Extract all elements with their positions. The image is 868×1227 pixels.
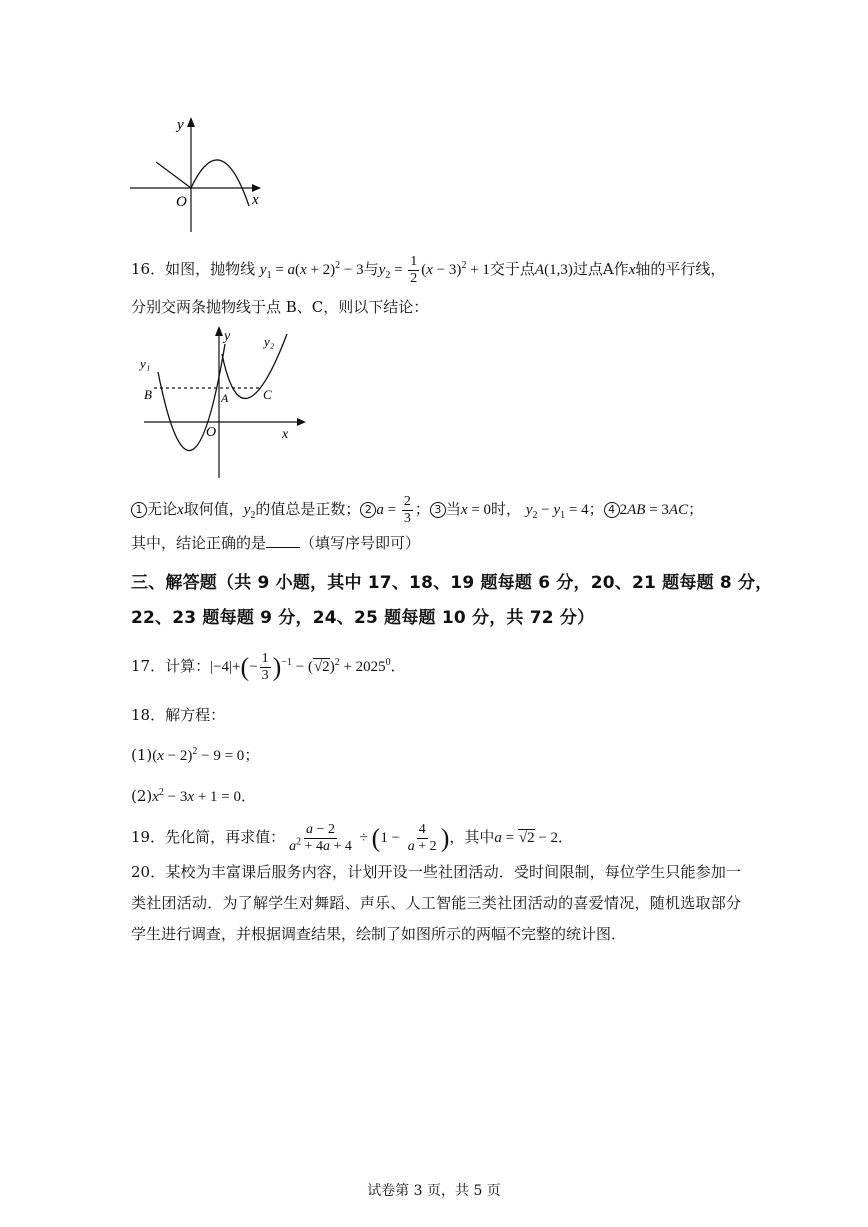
equation-y2: $y_2$ = $\frac{1}{2}$ $(x - 3)^2 + 1$ (378, 254, 490, 286)
y-axis-arrow-icon (215, 326, 223, 336)
label-a: A (221, 391, 229, 405)
label-o: O (206, 425, 217, 440)
q17: 17．计算：|−4|+(− $\frac{1}{3}$ )$^{-1} - (√2)^2 + 2025^0$． (131, 651, 406, 683)
figure-parabola-small (128, 114, 268, 236)
q20-text: 20．某校为丰富课后服务内容，计划开设一些社团活动．受时间限制，每位学生只能参加一类社团活动．为了解学生对舞蹈、声乐、人工智能三类社团活动的喜爱情况，随机选取部分学生进行调查，并根据调查结果，绘制了如图所示的两幅不完整的统计图． (131, 863, 741, 943)
circled-2: 2 (360, 502, 376, 518)
section-3-heading-line1: 三、解答题（共 9 小题，其中 17、18、19 题每题 6 分，20、21 题每题 8 分， (131, 573, 773, 593)
section-3-heading-line2: 22、23 题每题 9 分，24、25 题每题 10 分，共 72 分） (131, 608, 595, 628)
label-y: y (224, 329, 231, 344)
label-y2: y₂ (264, 334, 275, 349)
circled-1: 1 (131, 502, 147, 518)
label-c: C (263, 387, 272, 402)
x-axis-arrow-icon (252, 184, 261, 192)
point-a: A(1,3) (534, 261, 573, 278)
label-x: x (252, 192, 259, 208)
circled-4: 4 (604, 502, 620, 518)
label-b: B (144, 387, 152, 402)
q16-line1: 16．如图，抛物线 $y_1 = a(x + 2)^2 - 3$与$y_2$ = $\frac{1}{2}$ $(x - 3)^2 + 1$交于点A(1,3)过点A作x轴的平行线， (131, 254, 726, 286)
q19: 19．先化简，再求值： $\frac{a - 2}{a^2 + 4a + 4}$ ÷ (1 − $\frac{4}{a + 2}$ )，其中a = √2 − 2． (131, 822, 574, 854)
label-y1: y₁ (140, 356, 151, 371)
line-segment (156, 162, 191, 188)
equation-y1: $y_1 = a(x + 2)^2 - 3$ (259, 259, 364, 281)
q18-part1: $(1)(x - 2)^2 - 9 = 0$； (131, 746, 260, 764)
circled-3: 3 (430, 502, 446, 518)
label-x: x (282, 427, 289, 442)
answer-blank[interactable] (266, 533, 300, 548)
label-y: y (177, 117, 184, 133)
q16-line2: 分别交两条抛物线于点 B、C，则以下结论： (131, 298, 429, 316)
q18-title: 18．解方程： (131, 706, 226, 724)
q18-part2: $(2)x^2 - 3x + 1 = 0$． (131, 787, 256, 805)
parabola-curve (191, 160, 249, 206)
q16-options: 1 无论x取何值，$y_2$的值总是正数； 2 a = $\frac{2}{3}$ ； 3 当x = 0时， $y_2 - y_1 = 4$； 4 2AB = 3AC； (131, 494, 703, 527)
label-o: O (176, 194, 187, 210)
q16-conclusion: 其中，结论正确的是 （填写序号即可） (131, 534, 421, 552)
y-axis-arrow-icon (187, 117, 195, 127)
parabola-y2 (222, 334, 287, 398)
figure-two-parabolas (132, 322, 312, 482)
x-axis-arrow-icon (297, 418, 306, 426)
page-footer: 试卷第 3 页，共 5 页 (367, 1183, 501, 1199)
